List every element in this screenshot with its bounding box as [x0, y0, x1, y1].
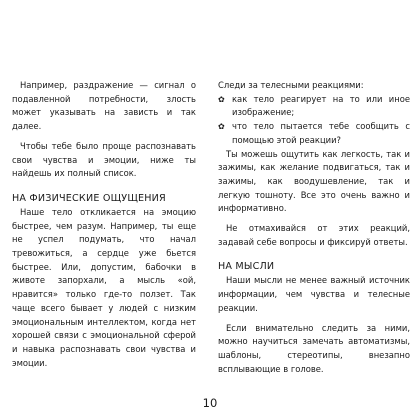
- paragraph-feelings-list: Чтобы тебе было проще распознавать свои чувства и эмоции, ниже ты найдешь их полный список.: [12, 140, 196, 179]
- left-column: [12, 79, 196, 370]
- flower-bullet-icon: ✿: [218, 94, 225, 104]
- heading-thoughts: НА МЫСЛИ: [218, 261, 275, 273]
- paragraph-lightness: Ты можешь ощутить как легкость, так и зажимы, как желание подвигаться, так и зажимы, как воодушевление, так и легкую тошноту. Все это очень важно и информативно.: [218, 148, 410, 214]
- flower-bullet-icon: ✿: [218, 122, 225, 132]
- paragraph-body-reacts: Наше тело откликается на эмоцию быстрее, чем разум. Например, ты еще не успел подумать, что начал тревожиться, а сердце уже бьется быстрее. Или, допустим, бабочки в животе запорхали, а мысль «ой, нравится» только где-то ползет. Так чаще всего бывает у людей с низким эмоциональным интеллектом, когда нет хорошей связи с эмоциональной сферой и навыка распознавать свои чувства и эмоции.: [12, 206, 196, 368]
- paragraph-irritation: Например, раздражение — сигнал о подавленной потребности, злость может указывать на зависть и так далее.: [12, 80, 196, 132]
- page-number: 10: [202, 396, 218, 410]
- paragraph-watch-body: Следи за телесными реакциями:: [218, 80, 364, 90]
- list-item-text: как тело реагирует на то или иное изображение;: [232, 93, 410, 118]
- list-item: [218, 120, 410, 147]
- heading-physical-sensations: НА ФИЗИЧЕСКИЕ ОЩУЩЕНИЯ: [12, 192, 166, 204]
- paragraph-dont-dismiss: Не отмахивайся от этих реакций, задавай себе вопросы и фиксируй ответы.: [218, 223, 410, 247]
- paragraph-thoughts-source: Наши мысли не менее важный источник информации, чем чувства и телесные реакции.: [218, 275, 410, 313]
- list-item-text: что тело пытается тебе сообщить с помощью этой реакции?: [232, 121, 410, 145]
- right-column: [218, 79, 410, 376]
- paragraph-automatisms: Если внимательно следить за ними, можно научиться замечать автоматизмы, шаблоны, стереотипы, внезапно всплывающие в голове.: [218, 322, 410, 374]
- list-item: [218, 93, 410, 120]
